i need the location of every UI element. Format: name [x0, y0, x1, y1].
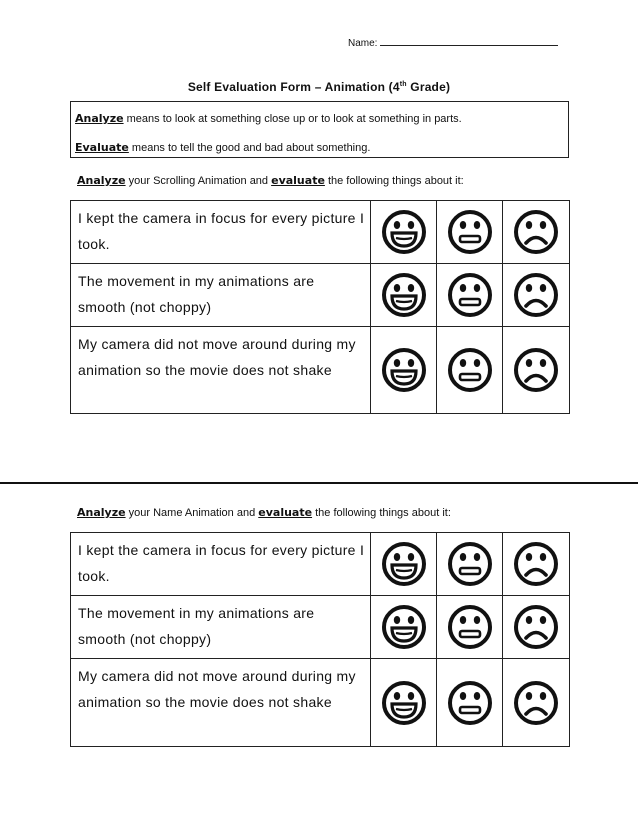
table-row [71, 533, 570, 596]
definition-evaluate: Evaluate means to tell the good and bad about something. [75, 141, 371, 154]
rating-cell-happy[interactable] [371, 596, 437, 659]
statement-text: My camera did not move around during my animation so the movie does not shake [71, 327, 371, 414]
rating-cell-neutral[interactable] [437, 596, 503, 659]
rating-cell-sad[interactable] [503, 264, 570, 327]
neutral-face-icon[interactable] [437, 604, 502, 650]
sad-face-icon[interactable] [503, 604, 569, 650]
happy-face-icon[interactable] [371, 680, 436, 726]
happy-face-icon[interactable] [371, 604, 436, 650]
rating-cell-happy[interactable] [371, 533, 437, 596]
sad-face-icon[interactable] [503, 680, 569, 726]
definition-analyze: Analyze means to look at something close up or to look at something in parts. [75, 112, 462, 125]
sad-face-icon[interactable] [503, 272, 569, 318]
statement-text: I kept the camera in focus for every picture I took. [71, 533, 371, 596]
neutral-face-icon[interactable] [437, 209, 502, 255]
rating-cell-neutral[interactable] [437, 201, 503, 264]
name-blank-line[interactable] [380, 36, 558, 46]
sad-face-icon[interactable] [503, 209, 569, 255]
statement-text: The movement in my animations are smooth (not choppy) [71, 264, 371, 327]
neutral-face-icon[interactable] [437, 541, 502, 587]
rating-cell-sad[interactable] [503, 327, 570, 414]
table-row [71, 659, 570, 747]
evaluation-table-2 [70, 532, 570, 747]
rating-cell-happy[interactable] [371, 327, 437, 414]
rating-cell-sad[interactable] [503, 659, 570, 747]
rating-cell-neutral[interactable] [437, 264, 503, 327]
statement-text: The movement in my animations are smooth (not choppy) [71, 596, 371, 659]
rating-cell-neutral[interactable] [437, 327, 503, 414]
neutral-face-icon[interactable] [437, 347, 502, 393]
neutral-face-icon[interactable] [437, 272, 502, 318]
table-row [71, 201, 570, 264]
table-row [71, 264, 570, 327]
rating-cell-neutral[interactable] [437, 533, 503, 596]
rating-cell-sad[interactable] [503, 533, 570, 596]
statement-text: I kept the camera in focus for every picture I took. [71, 201, 371, 264]
rating-cell-sad[interactable] [503, 201, 570, 264]
page-title: Self Evaluation Form – Animation (4th Grade) [187, 80, 451, 94]
rating-cell-happy[interactable] [371, 659, 437, 747]
evaluation-table-1 [70, 200, 570, 414]
sad-face-icon[interactable] [503, 347, 569, 393]
rating-cell-sad[interactable] [503, 596, 570, 659]
definitions-box [70, 101, 569, 158]
statement-text: My camera did not move around during my animation so the movie does not shake [71, 659, 371, 747]
name-field[interactable] [348, 36, 558, 49]
rating-cell-happy[interactable] [371, 264, 437, 327]
happy-face-icon[interactable] [371, 347, 436, 393]
rating-cell-happy[interactable] [371, 201, 437, 264]
section-divider [0, 482, 638, 484]
rating-cell-neutral[interactable] [437, 659, 503, 747]
neutral-face-icon[interactable] [437, 680, 502, 726]
table-row [71, 327, 570, 414]
section-2-intro: Analyze your Name Animation and evaluate the following things about it: [77, 506, 451, 519]
happy-face-icon[interactable] [371, 541, 436, 587]
sad-face-icon[interactable] [503, 541, 569, 587]
happy-face-icon[interactable] [371, 209, 436, 255]
happy-face-icon[interactable] [371, 272, 436, 318]
section-1-intro: Analyze your Scrolling Animation and evaluate the following things about it: [77, 174, 464, 187]
table-row [71, 596, 570, 659]
name-label: Name: [348, 38, 378, 49]
